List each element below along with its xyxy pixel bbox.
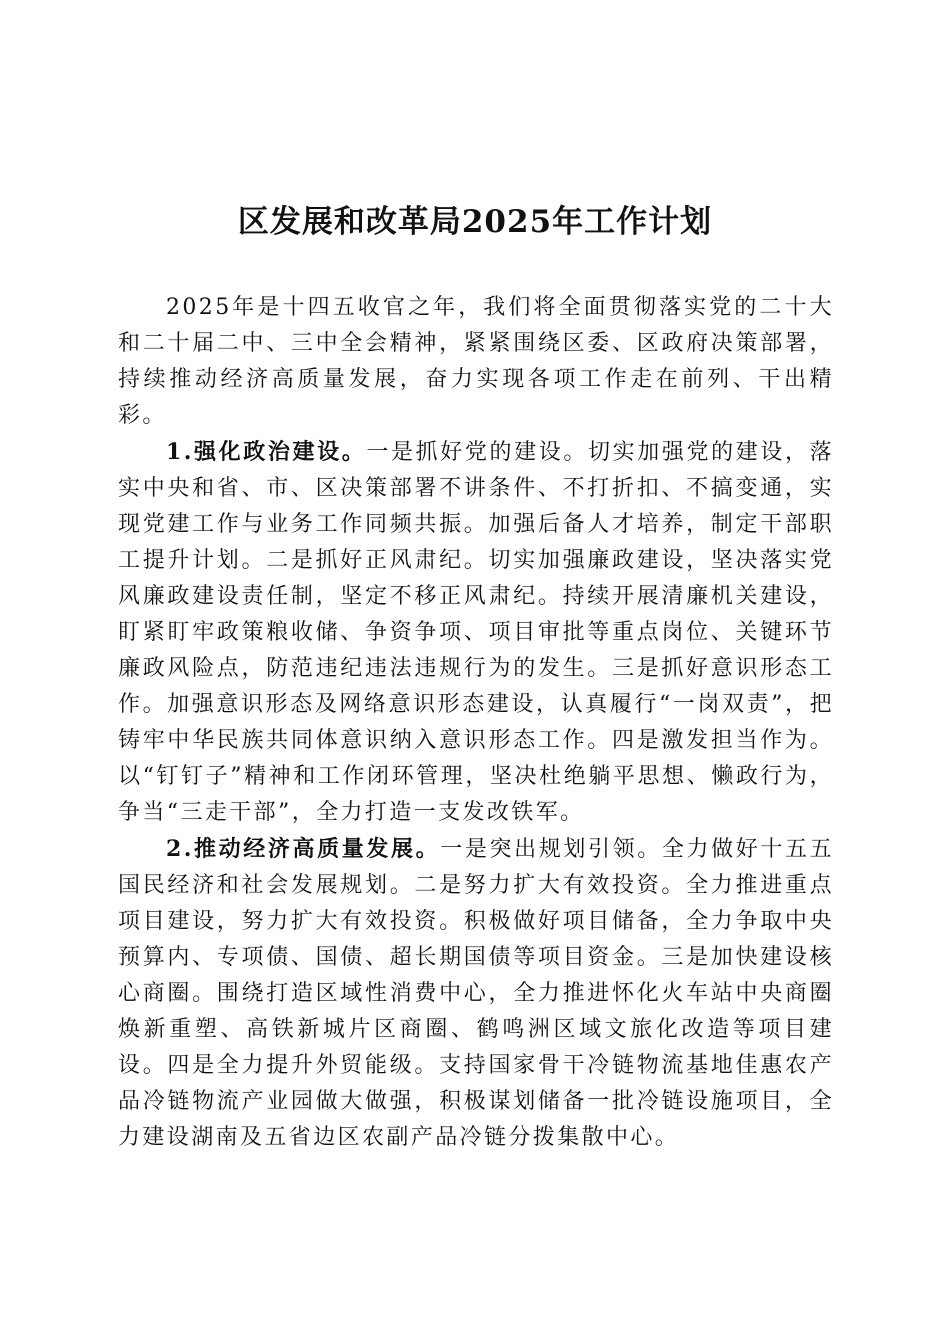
section-heading-1: 1.强化政治建设。: [166, 439, 367, 465]
section-paragraph-2: [118, 831, 834, 1156]
document-title: 区发展和改革局2025年工作计划: [237, 204, 713, 240]
document-body: [118, 290, 834, 1156]
section-paragraph-1: [118, 434, 834, 831]
section-text-2: 一是突出规划引领。全力做好十五五国民经济和社会发展规划。二是努力扩大有效投资。全力推进重点项目建设，努力扩大有效投资。积极做好项目储备，全力争取中央预算内、专项债、国债、超长期国债等项目资金。三是加快建设核心商圈。围绕打造区域性消费中心，全力推进怀化火车站中央商圈焕新重塑、高铁新城片区商圈、鹤鸣洲区域文旅化改造等项目建设。四是全力提升外贸能级。支持国家骨干冷链物流基地佳惠农产品冷链物流产业园做大做强，积极谋划储备一批冷链设施项目，全力建设湖南及五省边区农副产品冷链分拨集散中心。: [118, 837, 834, 1150]
section-text-1: 一是抓好党的建设。切实加强党的建设，落实中央和省、市、区决策部署不讲条件、不打折扣、不搞变通，实现党建工作与业务工作同频共振。加强后备人才培养，制定干部职工提升计划。二是抓好正风肃纪。切实加强廉政建设，坚决落实党风廉政建设责任制，坚定不移正风肃纪。持续开展清廉机关建设，盯紧盯牢政策粮收储、争资争项、项目审批等重点岗位、关键环节廉政风险点，防范违纪违法违规行为的发生。三是抓好意识形态工作。加强意识形态及网络意识形态建设，认真履行“一岗双责”，把铸牢中华民族共同体意识纳入意识形态工作。四是激发担当作为。以“钉钉子”精神和工作闭环管理，坚决杜绝躺平思想、懒政行为，争当“三走干部”，全力打造一支发改铁军。: [118, 440, 834, 825]
section-heading-2: 2.推动经济高质量发展。: [166, 836, 441, 862]
intro-paragraph: 2025年是十四五收官之年，我们将全面贯彻落实党的二十大和二十届二中、三中全会精神，紧紧围绕区委、区政府决策部署，持续推动经济高质量发展，奋力实现各项工作走在前列、干出精彩。: [118, 295, 834, 428]
